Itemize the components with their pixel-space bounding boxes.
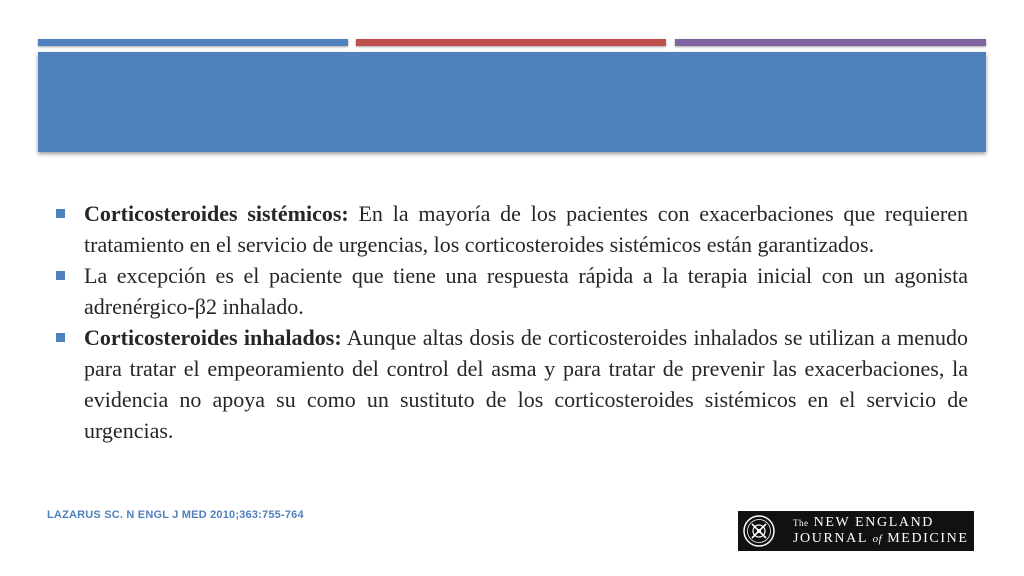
nejm-new-england: NEW ENGLAND [813, 515, 934, 530]
bullet-text: Aunque altas dosis de corticosteroides inhalados se utilizan a menudo para tratar el empeoramiento del control del asma y para tratar de prevenir las exacerbaciones, la evidencia no apoya su como un sustituto de los corticosteroides sistémicos en el servicio de urgencias. [84, 325, 968, 443]
accent-stripe-red [356, 39, 666, 46]
nejm-of: of [872, 533, 883, 545]
square-bullet-icon [56, 271, 65, 280]
nejm-journal: JOURNAL [793, 531, 868, 546]
accent-stripe-blue [38, 39, 348, 46]
bullet-item [56, 260, 968, 322]
bullet-bold-label: Corticosteroides inhalados: [84, 325, 342, 350]
nejm-logo [738, 511, 974, 551]
bullet-item [56, 198, 968, 260]
bullet-text: La excepción es el paciente que tiene una respuesta rápida a la terapia inicial con un agonista adrenérgico-β2 inhalado. [84, 263, 968, 319]
square-bullet-icon [56, 333, 65, 342]
accent-stripe-purple [675, 39, 986, 46]
nejm-the: The [793, 518, 809, 528]
title-bar [38, 52, 986, 152]
content-area [56, 198, 968, 446]
nejm-wordmark [793, 515, 969, 547]
citation: LAZARUS SC. N ENGL J MED 2010;363:755-764 [47, 509, 304, 521]
bullet-item [56, 322, 968, 446]
square-bullet-icon [56, 209, 65, 218]
bullet-list [56, 198, 968, 446]
bullet-text: En la mayoría de los pacientes con exacerbaciones que requieren tratamiento en el servicio de urgencias, los corticosteroides sistémicos están garantizados. [84, 201, 968, 257]
nejm-seal-icon [743, 515, 775, 547]
nejm-medicine: MEDICINE [887, 531, 969, 546]
bullet-bold-label: Corticosteroides sistémicos: [84, 201, 349, 226]
